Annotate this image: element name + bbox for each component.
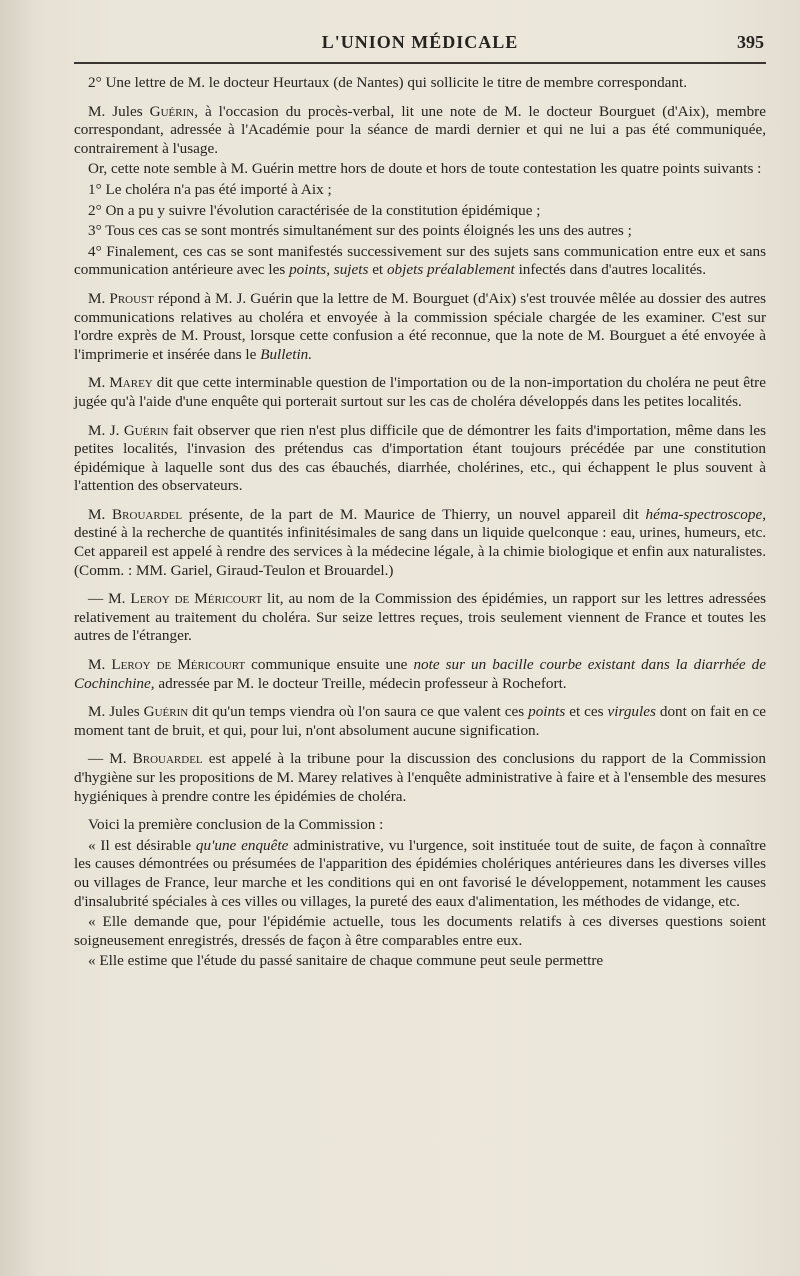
- paragraph: [74, 422, 766, 496]
- speaker-name: Guérin: [143, 703, 189, 721]
- article-body: [74, 74, 766, 971]
- emphasis-text: qu'une enquête: [195, 836, 289, 854]
- paragraph: [74, 656, 766, 693]
- paragraph-text: infectés dans d'autres localités.: [514, 261, 707, 279]
- paragraph-text: adressée par M. le docteur Treille, médecin professeur à Rochefort.: [154, 674, 567, 692]
- paragraph: [74, 837, 766, 911]
- paragraph-text: — M.: [88, 750, 133, 768]
- paragraph-text: 2° On a pu y suivre l'évolution caractérisée de la constitution épidémique ;: [88, 201, 541, 219]
- emphasis-text: virgules: [607, 703, 656, 721]
- paragraph-text: M. Jules: [88, 102, 150, 120]
- paragraph: [74, 290, 766, 364]
- paragraph-text: 2° Une lettre de M. le docteur Heurtaux (de Nantes) qui sollicite le titre de membre correspondant.: [88, 74, 688, 91]
- speaker-name: Brouardel: [112, 505, 183, 523]
- paragraph-text: fait observer que rien n'est plus difficile que de démontrer les faits d'importation, même dans les petites localités, l'invasion des prétendus cas d'importation étant toujours précédée par une constitution épidémique à laquelle sont dus des cas ébauchés, diarrhée, cholérines, etc., qui échappent le plus souvent à l'attention des observateurs.: [74, 421, 766, 495]
- speaker-name: Marey: [109, 374, 153, 392]
- paragraph-text: Or, cette note semble à M. Guérin mettre hors de doute et hors de toute contestation les quatre points suivants :: [88, 160, 762, 178]
- emphasis-text: note sur un bacille courbe existant dans la diarrhée de Cochinchine,: [74, 656, 767, 692]
- paragraph: [74, 74, 766, 93]
- paragraph: [74, 181, 766, 200]
- paragraph: [74, 913, 766, 950]
- speaker-name: Guérin: [123, 421, 169, 439]
- paragraph-text: dit qu'un temps viendra où l'on saura ce que valent ces: [188, 703, 529, 721]
- running-header: [74, 32, 766, 64]
- paragraph-text: M.: [88, 374, 110, 392]
- paragraph: [74, 952, 766, 971]
- paragraph: [74, 750, 766, 806]
- paragraph-text: communique ensuite une: [245, 656, 414, 674]
- paragraph-text: Voici la première conclusion de la Commission :: [88, 816, 384, 834]
- paragraph-text: M. Jules: [88, 703, 144, 721]
- paragraph-text: lit, au nom de la Commission des épidémies, un rapport sur les lettres adressées relativement au traitement du choléra. Sur seize lettres reçues, trois seulement viennent de France et toutes les autres de l'étranger.: [74, 590, 766, 645]
- speaker-name: Guérin: [149, 102, 195, 120]
- paragraph-text: M. J.: [88, 421, 124, 439]
- speaker-name: Brouardel: [132, 750, 203, 768]
- paragraph: [74, 506, 766, 580]
- emphasis-text: Bulletin.: [260, 345, 313, 363]
- paragraph-text: 1° Le choléra n'a pas été importé à Aix ;: [88, 180, 332, 198]
- paragraph-text: dont on fait en ce moment tant de bruit, et qui, pour lui, n'ont absolument aucune signification.: [74, 703, 766, 739]
- paragraph: [74, 160, 766, 179]
- paragraph-text: M.: [88, 656, 112, 674]
- paragraph-text: administrative, vu l'urgence, soit instituée tout de suite, de façon à connaître les causes démontrées ou présumées de l'apparition des épidémies cholériques antérieures dans les diverses villes ou villages de France, leur marche et les conditions qui en ont favorisé le développement, notamment les causes d'insalubrité spéciales à ces villes ou villages, la pureté des eaux d'alimentation, les méthodes de vidange, etc.: [74, 836, 766, 910]
- paragraph: [74, 703, 766, 740]
- paragraph-text: destiné à la recherche de quantités infinitésimales de sang dans un liquide quelconque : eau, urines, humeurs, etc. Cet appareil est appelé à rendre des services à la médecine légale, à la chimie biologique et enfin aux naturalistes. (Comm. : MM. Gariel, Giraud-Teulon et Brouardel.): [74, 524, 766, 579]
- paragraph: [74, 222, 766, 241]
- paragraph-text: 4° Finalement, ces cas se sont manifestés successivement sur des sujets sans communication entre eux et sans communication antérieure avec les: [74, 242, 766, 279]
- paragraph: [74, 202, 766, 221]
- speaker-name: Leroy de Méricourt: [111, 656, 246, 674]
- paragraph: [74, 374, 766, 411]
- paragraph-text: , à l'occasion du procès-verbal, lit une note de M. le docteur Bourguet (d'Aix), membre correspondant, adressée à l'Académie pour la séance de mardi dernier et qui ne lui a pas été communiquée, contrairement à l'usage.: [74, 102, 766, 157]
- paragraph-text: 3° Tous ces cas se sont montrés simultanément sur des points éloignés les uns des autres ;: [88, 222, 632, 240]
- paragraph-text: — M.: [88, 590, 131, 608]
- paragraph-text: est appelé à la tribune pour la discussion des conclusions du rapport de la Commission d'hygiène sur les propositions de M. Marey relatives à l'enquête administrative à faire et à l'ensemble des mesures hygiéniques à prendre contre les épidémies de choléra.: [74, 750, 766, 805]
- emphasis-text: points, sujets: [289, 261, 369, 279]
- emphasis-text: points: [528, 703, 566, 721]
- emphasis-text: objets préalablement: [386, 261, 515, 279]
- page-number: 395: [737, 32, 764, 52]
- paragraph-text: présente, de la part de M. Maurice de Thierry, un nouvel appareil dit: [182, 505, 646, 523]
- emphasis-text: héma-spectroscope,: [645, 505, 766, 523]
- paragraph: [74, 103, 766, 159]
- paragraph-text: dit que cette interminable question de l'importation ou de la non-importation du choléra ne peut être jugée qu'à l'aide d'une enquête qui porterait surtout sur les cas de choléra développés dans les petites localités.: [74, 374, 766, 410]
- paragraph-text: « Il est désirable: [88, 836, 196, 854]
- paragraph: [74, 243, 766, 280]
- paragraph: [74, 816, 766, 835]
- paragraph-text: « Elle estime que l'étude du passé sanitaire de chaque commune peut seule permettre: [88, 952, 604, 970]
- speaker-name: Proust: [109, 289, 154, 307]
- paragraph-text: et: [368, 261, 387, 279]
- paragraph-text: et ces: [565, 703, 608, 721]
- paragraph-text: M.: [88, 289, 110, 307]
- running-title: L'UNION MÉDICALE: [321, 32, 519, 52]
- paragraph-text: répond à M. J. Guérin que la lettre de M. Bourguet (d'Aix) s'est trouvée mêlée au dossier des autres communications relatives au choléra et envoyée à la commission spéciale chargée de les examiner. C'est sur l'ordre exprès de M. Proust, lorsque cette confusion a été reconnue, que la note de M. Bourguet a été envoyée à l'imprimerie et insérée dans le: [74, 289, 766, 363]
- paragraph: [74, 590, 766, 646]
- paragraph-text: « Elle demande que, pour l'épidémie actuelle, tous les documents relatifs à ces diverses questions soient soigneusement enregistrés, dressés de façon à être comparables entre eux.: [74, 913, 766, 949]
- paragraph-text: M.: [88, 505, 113, 523]
- speaker-name: Leroy de Méricourt: [130, 590, 263, 608]
